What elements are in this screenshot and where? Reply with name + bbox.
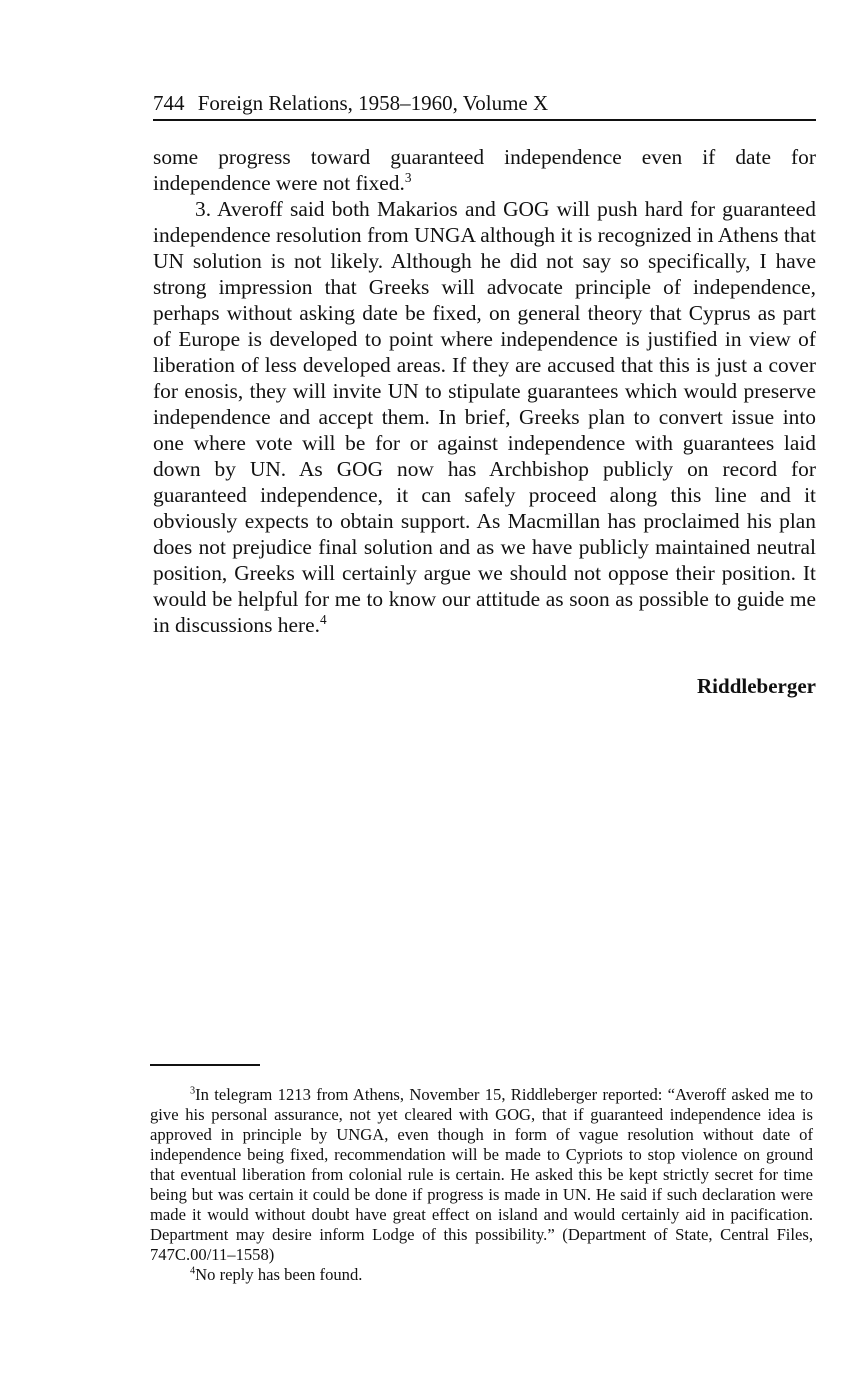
footnote-ref-4: 4 bbox=[319, 611, 327, 627]
header-rule bbox=[153, 119, 816, 121]
document-body bbox=[153, 144, 816, 638]
running-title: Foreign Relations, 1958–1960, Volume X bbox=[197, 91, 549, 115]
paragraph-continued bbox=[153, 144, 816, 196]
footnote-text: In telegram 1213 from Athens, November 15, Riddleberger reported: “Averoff asked me to give his personal assurance, not yet cleared with GOG, that if guaranteed independence idea is approved in principle by UNGA, even though in form of vague resolution without date of independence being fixed, recommendation will be made to Cypriots to stop violence on ground that eventual liberation from colonial rule is certain. He asked this be kept strictly secret for time being but was certain it could be done if progress is made in UN. He said if such declaration were made it would without doubt have great effect on island and would certainly aid in pacification. Department may desire inform Lodge of this possibility.” (Department of State, Central Files, 747C.00/11–1558) bbox=[150, 1085, 813, 1264]
page-number: 744 bbox=[153, 91, 185, 115]
footnote-text: No reply has been found. bbox=[195, 1265, 363, 1284]
running-header bbox=[153, 90, 816, 116]
footnote-ref-3: 3 bbox=[404, 169, 412, 185]
footnote-4 bbox=[150, 1265, 813, 1285]
footnote-number: 3 bbox=[190, 1085, 196, 1097]
footnote-rule bbox=[150, 1064, 260, 1066]
signature: Riddleberger bbox=[697, 674, 816, 698]
footnote-number: 4 bbox=[190, 1265, 196, 1277]
paragraph-text: 3. Averoff said both Makarios and GOG will push hard for guaranteed independence resolution from UNGA although it is recognized in Athens that UN solution is not likely. Although he did not say so specifically, I have strong impression that Greeks will advocate principle of independence, perhaps without asking date be fixed, on general theory that Cyprus as part of Europe is developed to point where independence is justified in view of liberation of less developed areas. If they are accused that this is just a cover for enosis, they will invite UN to stipulate guarantees which would preserve independence and accept them. In brief, Greeks plan to convert issue into one where vote will be for or against independence with guarantees laid down by UN. As GOG now has Archbishop publicly on record for guaranteed independence, it can safely proceed along this line and it obviously expects to obtain support. As Macmillan has proclaimed his plan does not prejudice final solution and as we have publicly maintained neutral position, Greeks will certainly argue we should not oppose their position. It would be helpful for me to know our attitude as soon as possible to guide me in discussions here. bbox=[153, 197, 816, 637]
paragraph-text: some progress toward guaranteed independence even if date for independence were not fixed. bbox=[153, 145, 816, 195]
footnote-3 bbox=[150, 1085, 813, 1265]
paragraph-3 bbox=[153, 196, 816, 638]
footnotes bbox=[150, 1085, 813, 1285]
